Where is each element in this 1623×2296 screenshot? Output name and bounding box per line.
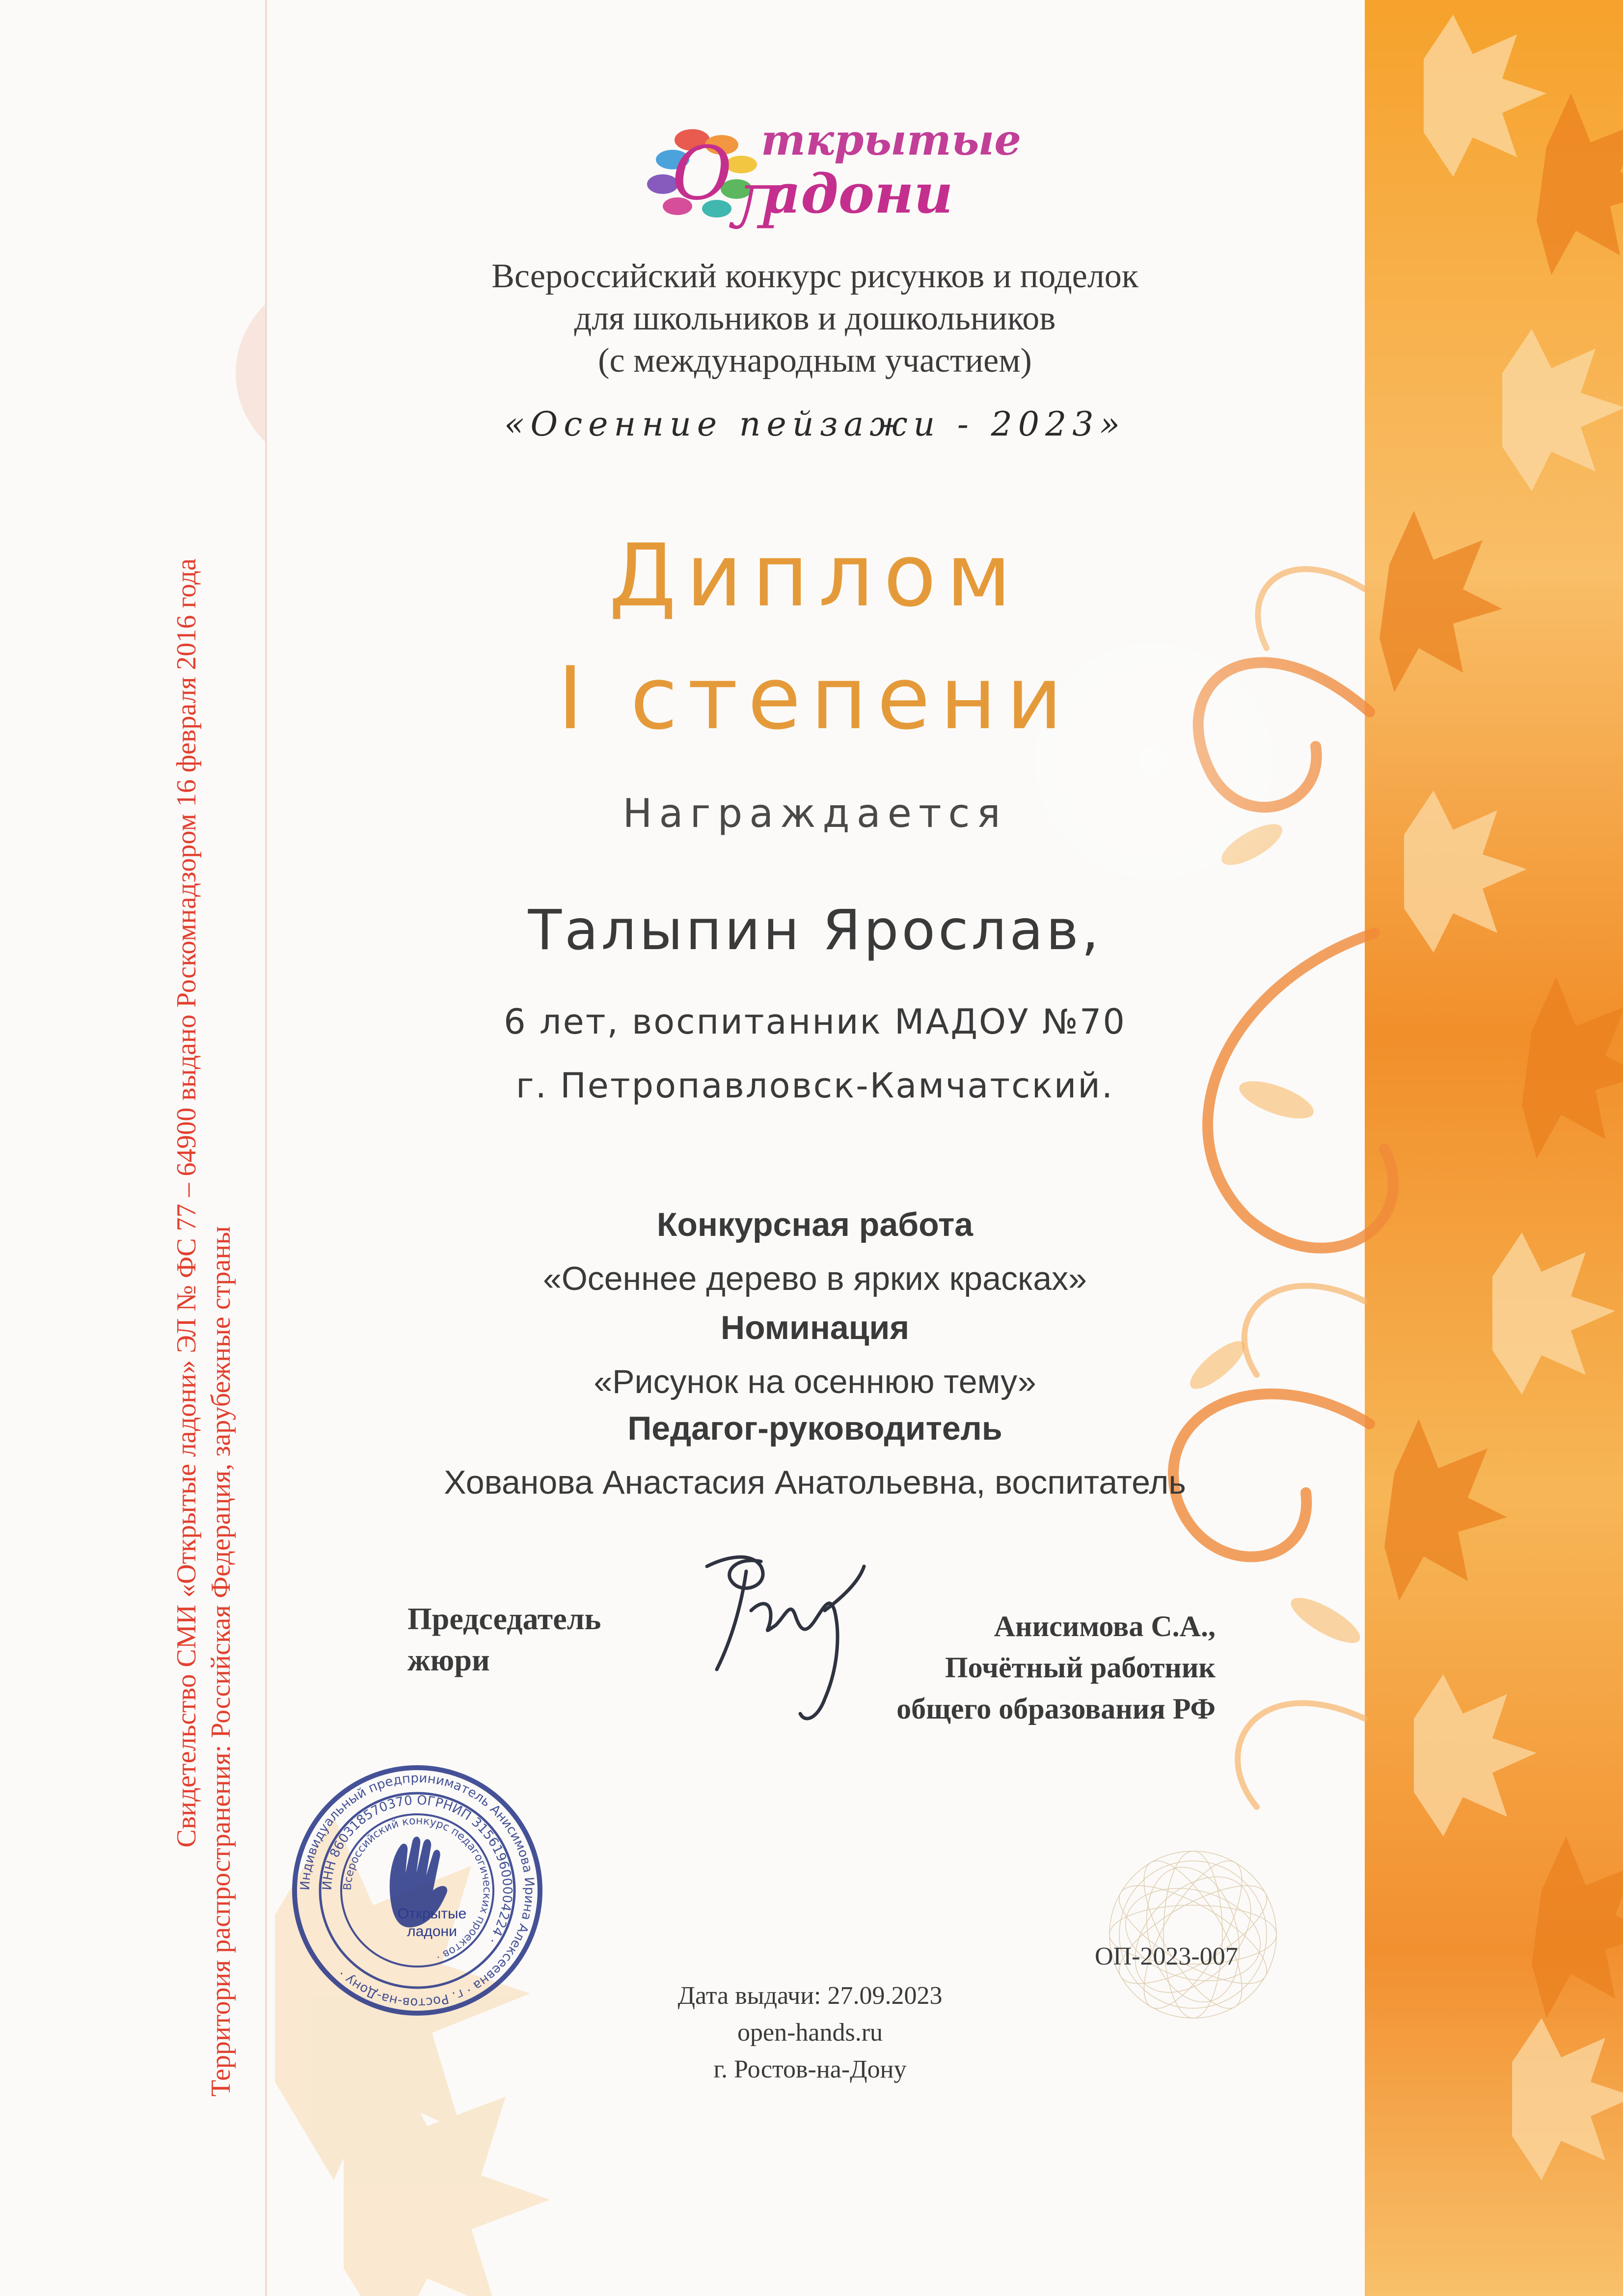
issue-date: Дата выдачи: 27.09.2023 xyxy=(677,1982,943,2010)
svg-text:О: О xyxy=(672,131,732,217)
diploma-code: ОП-2023-007 xyxy=(1095,1942,1238,1970)
stamp-middle-text: ИНН 860318570370 ОГРНИП 315619600004224 · xyxy=(320,1793,515,1946)
recipient-details: 6 лет, воспитанник МАДОУ №70 xyxy=(504,1002,1126,1042)
jury-chair-info xyxy=(896,1606,1216,1729)
contest-name: «Осенние пейзажи - 2023» xyxy=(504,405,1126,444)
chair-name: Анисимова С.А., xyxy=(994,1610,1216,1642)
nomination-heading: Номинация xyxy=(720,1309,910,1346)
svg-text:Л: Л xyxy=(731,174,781,243)
contest-organizer xyxy=(344,255,1286,382)
media-registration-line: Свидетельство СМИ «Открытые ладони» ЭЛ № ФС 77 – 64900 выдано Роскомнадзором 16 февраля 2016 года xyxy=(171,558,202,1848)
signature-mark xyxy=(677,1537,893,1743)
stamp-label-line-1: Открытые xyxy=(397,1906,467,1922)
stamp-outer-text: Индивидуальный предприниматель Анисимова Ирина Алексеевна · г. Ростов-на-Дону · xyxy=(298,1771,537,2010)
organizer-line-1: Всероссийский конкурс рисунков и поделок xyxy=(491,257,1138,295)
work-heading: Конкурсная работа xyxy=(656,1206,974,1243)
chair-title-line-1: Почётный работник xyxy=(945,1651,1216,1684)
work-title: «Осеннее дерево в ярких красках» xyxy=(543,1260,1087,1297)
stamp-inner-text: Всероссийский конкурс педагогических проектов · xyxy=(341,1814,493,1964)
stamp-logo-label xyxy=(388,1905,476,1941)
diploma-title: Диплом xyxy=(609,525,1021,626)
recipient-city: г. Петропавловск-Камчатский. xyxy=(515,1066,1114,1106)
organizer-line-3: (с международным участием) xyxy=(598,342,1032,380)
official-stamp xyxy=(290,1763,545,2018)
logo-word-1: ткрытые xyxy=(761,115,1022,165)
issue-city: г. Ростов-на-Дону xyxy=(713,2055,907,2083)
chair-label-line-2: жюри xyxy=(407,1642,490,1677)
awarded-label: Награждается xyxy=(622,791,1007,836)
logo-word-2: адони xyxy=(766,162,953,225)
colorful-hands-icon xyxy=(628,115,781,243)
organizer-line-2: для школьников и дошкольников xyxy=(574,300,1056,337)
teacher-name: Хованова Анастасия Анатольевна, воспитатель xyxy=(444,1464,1186,1501)
media-registration-text xyxy=(169,246,238,2160)
recipient-name: Талыпин Ярослав, xyxy=(528,899,1102,962)
stamp-label-line-2: ладони xyxy=(407,1923,457,1940)
diploma-degree: I степени xyxy=(557,648,1073,749)
teacher-heading: Педагог-руководитель xyxy=(627,1410,1002,1447)
website: open-hands.ru xyxy=(737,2019,883,2047)
open-hands-logo xyxy=(628,115,1022,243)
nomination-value: «Рисунок на осеннюю тему» xyxy=(594,1363,1036,1400)
jury-chair-label xyxy=(407,1598,601,1681)
chair-label-line-1: Председатель xyxy=(407,1601,601,1636)
rosette-seal xyxy=(1065,1827,1321,2023)
paper-fold-edge xyxy=(265,0,267,2296)
chair-title-line-2: общего образования РФ xyxy=(896,1693,1216,1725)
distribution-territory-line: Территория распространения: Российская Федерация, зарубежные страны xyxy=(206,1226,236,2097)
